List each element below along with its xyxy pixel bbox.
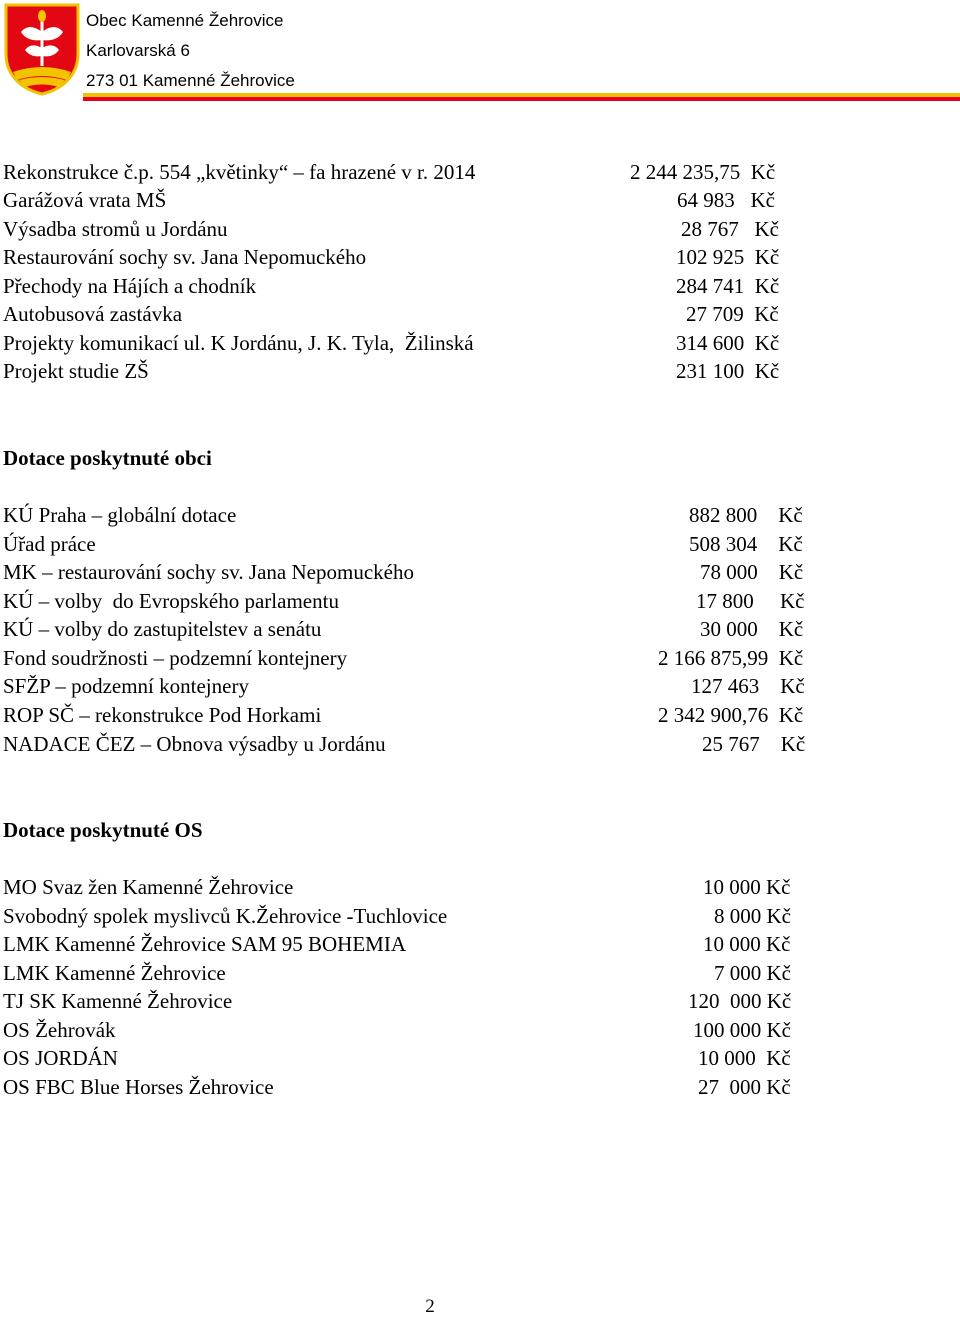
item-label: Projekt studie ZŠ bbox=[3, 359, 149, 383]
item-label: Výsadba stromů u Jordánu bbox=[3, 217, 228, 241]
item-label: Úřad práce bbox=[3, 532, 96, 556]
item-label: ROP SČ – rekonstrukce Pod Horkami bbox=[3, 703, 322, 727]
item-amount: 882 800 Kč bbox=[689, 503, 803, 527]
item-label: Projekty komunikací ul. K Jordánu, J. K. Tyla, Žilinská bbox=[3, 331, 474, 355]
item-label: Rekonstrukce č.p. 554 „květinky“ – fa hrazené v r. 2014 bbox=[3, 160, 476, 184]
item-amount: 28 767 Kč bbox=[681, 217, 779, 241]
postal-address: 273 01 Kamenné Žehrovice bbox=[86, 71, 295, 90]
letterhead bbox=[86, 6, 295, 96]
item-amount: 7 000 Kč bbox=[714, 961, 791, 985]
item-amount: 78 000 Kč bbox=[700, 560, 804, 584]
item-label: Restaurování sochy sv. Jana Nepomuckého bbox=[3, 245, 367, 269]
item-amount: 314 600 Kč bbox=[676, 331, 780, 355]
item-amount: 284 741 Kč bbox=[676, 274, 780, 298]
item-amount: 27 709 Kč bbox=[686, 302, 779, 326]
item-amount: 231 100 Kč bbox=[676, 359, 780, 383]
municipality-name: Obec Kamenné Žehrovice bbox=[86, 11, 284, 30]
item-label: SFŽP – podzemní kontejnery bbox=[3, 674, 249, 698]
item-label: KÚ – volby do Evropského parlamentu bbox=[3, 589, 339, 613]
street-address: Karlovarská 6 bbox=[86, 41, 190, 60]
item-amount: 25 767 Kč bbox=[702, 732, 806, 756]
item-amount: 120 000 Kč bbox=[688, 989, 792, 1013]
header-stripe bbox=[83, 93, 960, 101]
item-label: KÚ Praha – globální dotace bbox=[3, 503, 237, 527]
item-label: Garážová vrata MŠ bbox=[3, 188, 167, 212]
item-label: LMK Kamenné Žehrovice bbox=[3, 961, 226, 985]
item-label: KÚ – volby do zastupitelstev a senátu bbox=[3, 617, 322, 641]
item-label: MO Svaz žen Kamenné Žehrovice bbox=[3, 875, 294, 899]
item-label: OS JORDÁN bbox=[3, 1046, 118, 1070]
section-heading: Dotace poskytnuté obci bbox=[3, 446, 212, 470]
item-amount: 30 000 Kč bbox=[700, 617, 804, 641]
item-label: NADACE ČEZ – Obnova výsadby u Jordánu bbox=[3, 732, 386, 756]
item-amount: 8 000 Kč bbox=[714, 904, 791, 928]
item-label: OS Žehrovák bbox=[3, 1018, 116, 1042]
section-heading: Dotace poskytnuté OS bbox=[3, 818, 203, 842]
item-label: OS FBC Blue Horses Žehrovice bbox=[3, 1075, 274, 1099]
item-amount: 2 166 875,99 Kč bbox=[658, 646, 804, 670]
item-label: TJ SK Kamenné Žehrovice bbox=[3, 989, 233, 1013]
item-amount: 2 244 235,75 Kč bbox=[630, 160, 776, 184]
item-amount: 27 000 Kč bbox=[698, 1075, 791, 1099]
item-amount: 127 463 Kč bbox=[691, 674, 805, 698]
item-label: MK – restaurování sochy sv. Jana Nepomuckého bbox=[3, 560, 414, 584]
item-label: Přechody na Hájích a chodník bbox=[3, 274, 257, 298]
item-label: Fond soudržnosti – podzemní kontejnery bbox=[3, 646, 348, 670]
item-amount: 10 000 Kč bbox=[698, 1046, 791, 1070]
item-amount: 100 000 Kč bbox=[693, 1018, 791, 1042]
item-amount: 64 983 Kč bbox=[677, 188, 775, 212]
item-label: Autobusová zastávka bbox=[3, 302, 183, 326]
page-number: 2 bbox=[425, 1296, 435, 1317]
item-amount: 508 304 Kč bbox=[689, 532, 803, 556]
item-amount: 2 342 900,76 Kč bbox=[658, 703, 804, 727]
coat-of-arms-icon bbox=[3, 2, 81, 96]
item-amount: 17 800 Kč bbox=[696, 589, 805, 613]
item-amount: 102 925 Kč bbox=[676, 245, 780, 269]
item-label: LMK Kamenné Žehrovice SAM 95 BOHEMIA bbox=[3, 932, 407, 956]
item-amount: 10 000 Kč bbox=[703, 932, 791, 956]
item-amount: 10 000 Kč bbox=[703, 875, 791, 899]
item-label: Svobodný spolek myslivců K.Žehrovice -Tuchlovice bbox=[3, 904, 448, 928]
